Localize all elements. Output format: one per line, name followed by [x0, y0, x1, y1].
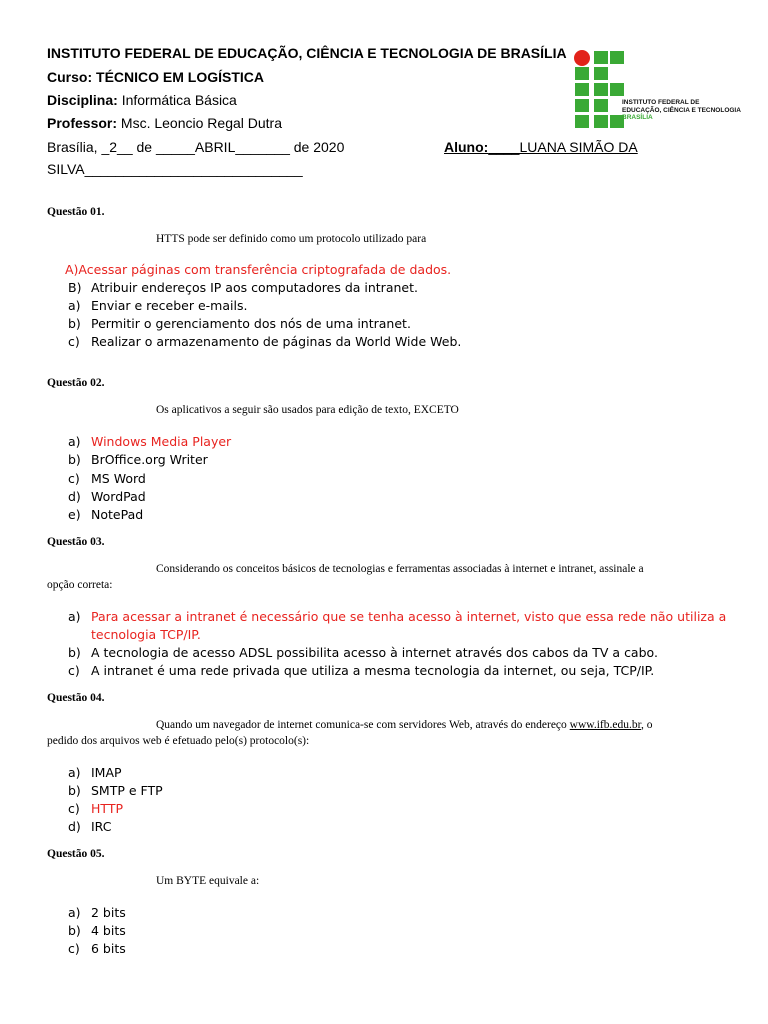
- option-text: A intranet é uma rede privada que utiliza a mesma tecnologia da internet, ou seja, TCP/IP.: [91, 663, 655, 678]
- option-text: MS Word: [91, 471, 146, 486]
- answer-option[interactable]: [68, 471, 146, 486]
- option-text: 6 bits: [91, 941, 126, 956]
- option-text-cont: tecnologia TCP/IP.: [91, 627, 201, 642]
- student-line-cont: SILVA____________________________: [47, 161, 303, 177]
- option-text: Realizar o armazenamento de páginas da World Wide Web.: [91, 334, 462, 349]
- course-line: [47, 69, 264, 85]
- discipline-value: Informática Básica: [121, 92, 237, 108]
- professor-line: [47, 115, 282, 131]
- answer-option[interactable]: [68, 923, 126, 938]
- course-label: Curso:: [47, 69, 93, 85]
- answer-option[interactable]: [68, 765, 122, 780]
- answer-option[interactable]: [68, 507, 143, 522]
- answer-option-selected[interactable]: [68, 434, 231, 449]
- option-letter: a): [68, 298, 81, 313]
- student-value: ____LUANA SIMÃO DA: [488, 139, 638, 155]
- option-letter: b): [68, 316, 81, 331]
- option-letter: b): [68, 645, 81, 660]
- question-text-b: , o: [640, 719, 653, 731]
- option-letter: a): [68, 434, 81, 449]
- option-text: IMAP: [91, 765, 122, 780]
- option-text: Permitir o gerenciamento dos nós de uma intranet.: [91, 316, 411, 331]
- question-text: Os aplicativos a seguir são usados para edição de texto, EXCETO: [156, 404, 459, 416]
- date-line: Brasília, _2__ de _____ABRIL_______ de 2020: [47, 139, 345, 155]
- logo-text-line1: INSTITUTO FEDERAL DE: [622, 99, 700, 106]
- question-title: Questão 04.: [47, 692, 105, 704]
- question-title: Questão 02.: [47, 377, 105, 389]
- option-letter: a): [68, 609, 81, 624]
- professor-label: Professor:: [47, 115, 118, 131]
- option-text: Para acessar a intranet é necessário que se tenha acesso à internet, visto que essa rede não utiliza a: [91, 609, 727, 624]
- ifb-logo: [570, 46, 740, 134]
- answer-option[interactable]: [68, 280, 418, 295]
- option-letter: B): [68, 280, 82, 295]
- option-text: Enviar e receber e-mails.: [91, 298, 248, 313]
- option-text: NotePad: [91, 507, 144, 522]
- option-letter: c): [68, 801, 80, 816]
- answer-option[interactable]: [68, 489, 146, 504]
- discipline-line: [47, 92, 237, 108]
- logo-text-line3: BRASÍLIA: [622, 114, 653, 121]
- answer-option[interactable]: [68, 316, 411, 331]
- option-letter: c): [68, 334, 80, 349]
- question-text: Um BYTE equivale a:: [156, 875, 260, 887]
- answer-option-selected[interactable]: [65, 262, 451, 277]
- option-text: IRC: [91, 819, 112, 834]
- answer-option[interactable]: [68, 334, 461, 349]
- student-line: [444, 139, 638, 155]
- option-text: 4 bits: [91, 923, 126, 938]
- answer-option[interactable]: [68, 645, 658, 660]
- answer-option-selected[interactable]: [68, 609, 726, 624]
- option-text: WordPad: [91, 489, 146, 504]
- option-letter: b): [68, 783, 81, 798]
- option-text: SMTP e FTP: [91, 783, 163, 798]
- answer-option[interactable]: [68, 941, 126, 956]
- option-text: A)Acessar páginas com transferência criptografada de dados.: [65, 262, 452, 277]
- answer-option[interactable]: [68, 298, 247, 313]
- option-letter: c): [68, 663, 80, 678]
- question-text-cont: pedido dos arquivos web é efetuado pelo(s) protocolo(s):: [47, 735, 310, 747]
- option-text: 2 bits: [91, 905, 126, 920]
- question-title: Questão 01.: [47, 206, 105, 218]
- option-letter: a): [68, 905, 81, 920]
- option-letter: c): [68, 471, 80, 486]
- question-text-cont: opção correta:: [47, 579, 113, 591]
- answer-option-selected[interactable]: [68, 801, 123, 816]
- question-text: Considerando os conceitos básicos de tecnologias e ferramentas associadas à internet e intranet, assinale a: [156, 563, 644, 575]
- answer-option[interactable]: [68, 905, 126, 920]
- logo-text-line2: EDUCAÇÃO, CIÊNCIA E TECNOLOGIA: [622, 106, 741, 114]
- option-letter: e): [68, 507, 81, 522]
- professor-value: Msc. Leoncio Regal Dutra: [120, 115, 282, 131]
- question-title: Questão 03.: [47, 536, 105, 548]
- option-letter: b): [68, 923, 81, 938]
- option-letter: b): [68, 452, 81, 467]
- option-text: A tecnologia de acesso ADSL possibilita acesso à internet através dos cabos da TV a cabo.: [91, 645, 658, 660]
- answer-option[interactable]: [68, 663, 654, 678]
- option-letter: c): [68, 941, 80, 956]
- option-letter: d): [68, 819, 81, 834]
- question-text: [156, 719, 652, 731]
- discipline-label: Disciplina:: [47, 92, 118, 108]
- question-title: Questão 05.: [47, 848, 105, 860]
- option-text: HTTP: [91, 801, 123, 816]
- student-label: Aluno:: [444, 139, 489, 155]
- course-value: TÉCNICO EM LOGÍSTICA: [96, 69, 265, 85]
- option-text: BrOffice.org Writer: [91, 452, 208, 467]
- logo-text: [622, 99, 741, 122]
- option-text: Atribuir endereços IP aos computadores da intranet.: [91, 280, 418, 295]
- option-text: Windows Media Player: [91, 434, 232, 449]
- answer-option[interactable]: [68, 819, 111, 834]
- option-letter: a): [68, 765, 81, 780]
- answer-option[interactable]: [68, 452, 208, 467]
- question-text: HTTS pode ser definido como um protocolo utilizado para: [156, 233, 427, 245]
- institution-title: INSTITUTO FEDERAL DE EDUCAÇÃO, CIÊNCIA E TECNOLOGIA DE BRASÍLIA: [47, 45, 567, 61]
- option-letter: d): [68, 489, 81, 504]
- answer-option[interactable]: [68, 783, 163, 798]
- ifb-link[interactable]: www.ifb.edu.br: [569, 719, 641, 731]
- question-text-a: Quando um navegador de internet comunica-se com servidores Web, através do endereço: [156, 719, 570, 731]
